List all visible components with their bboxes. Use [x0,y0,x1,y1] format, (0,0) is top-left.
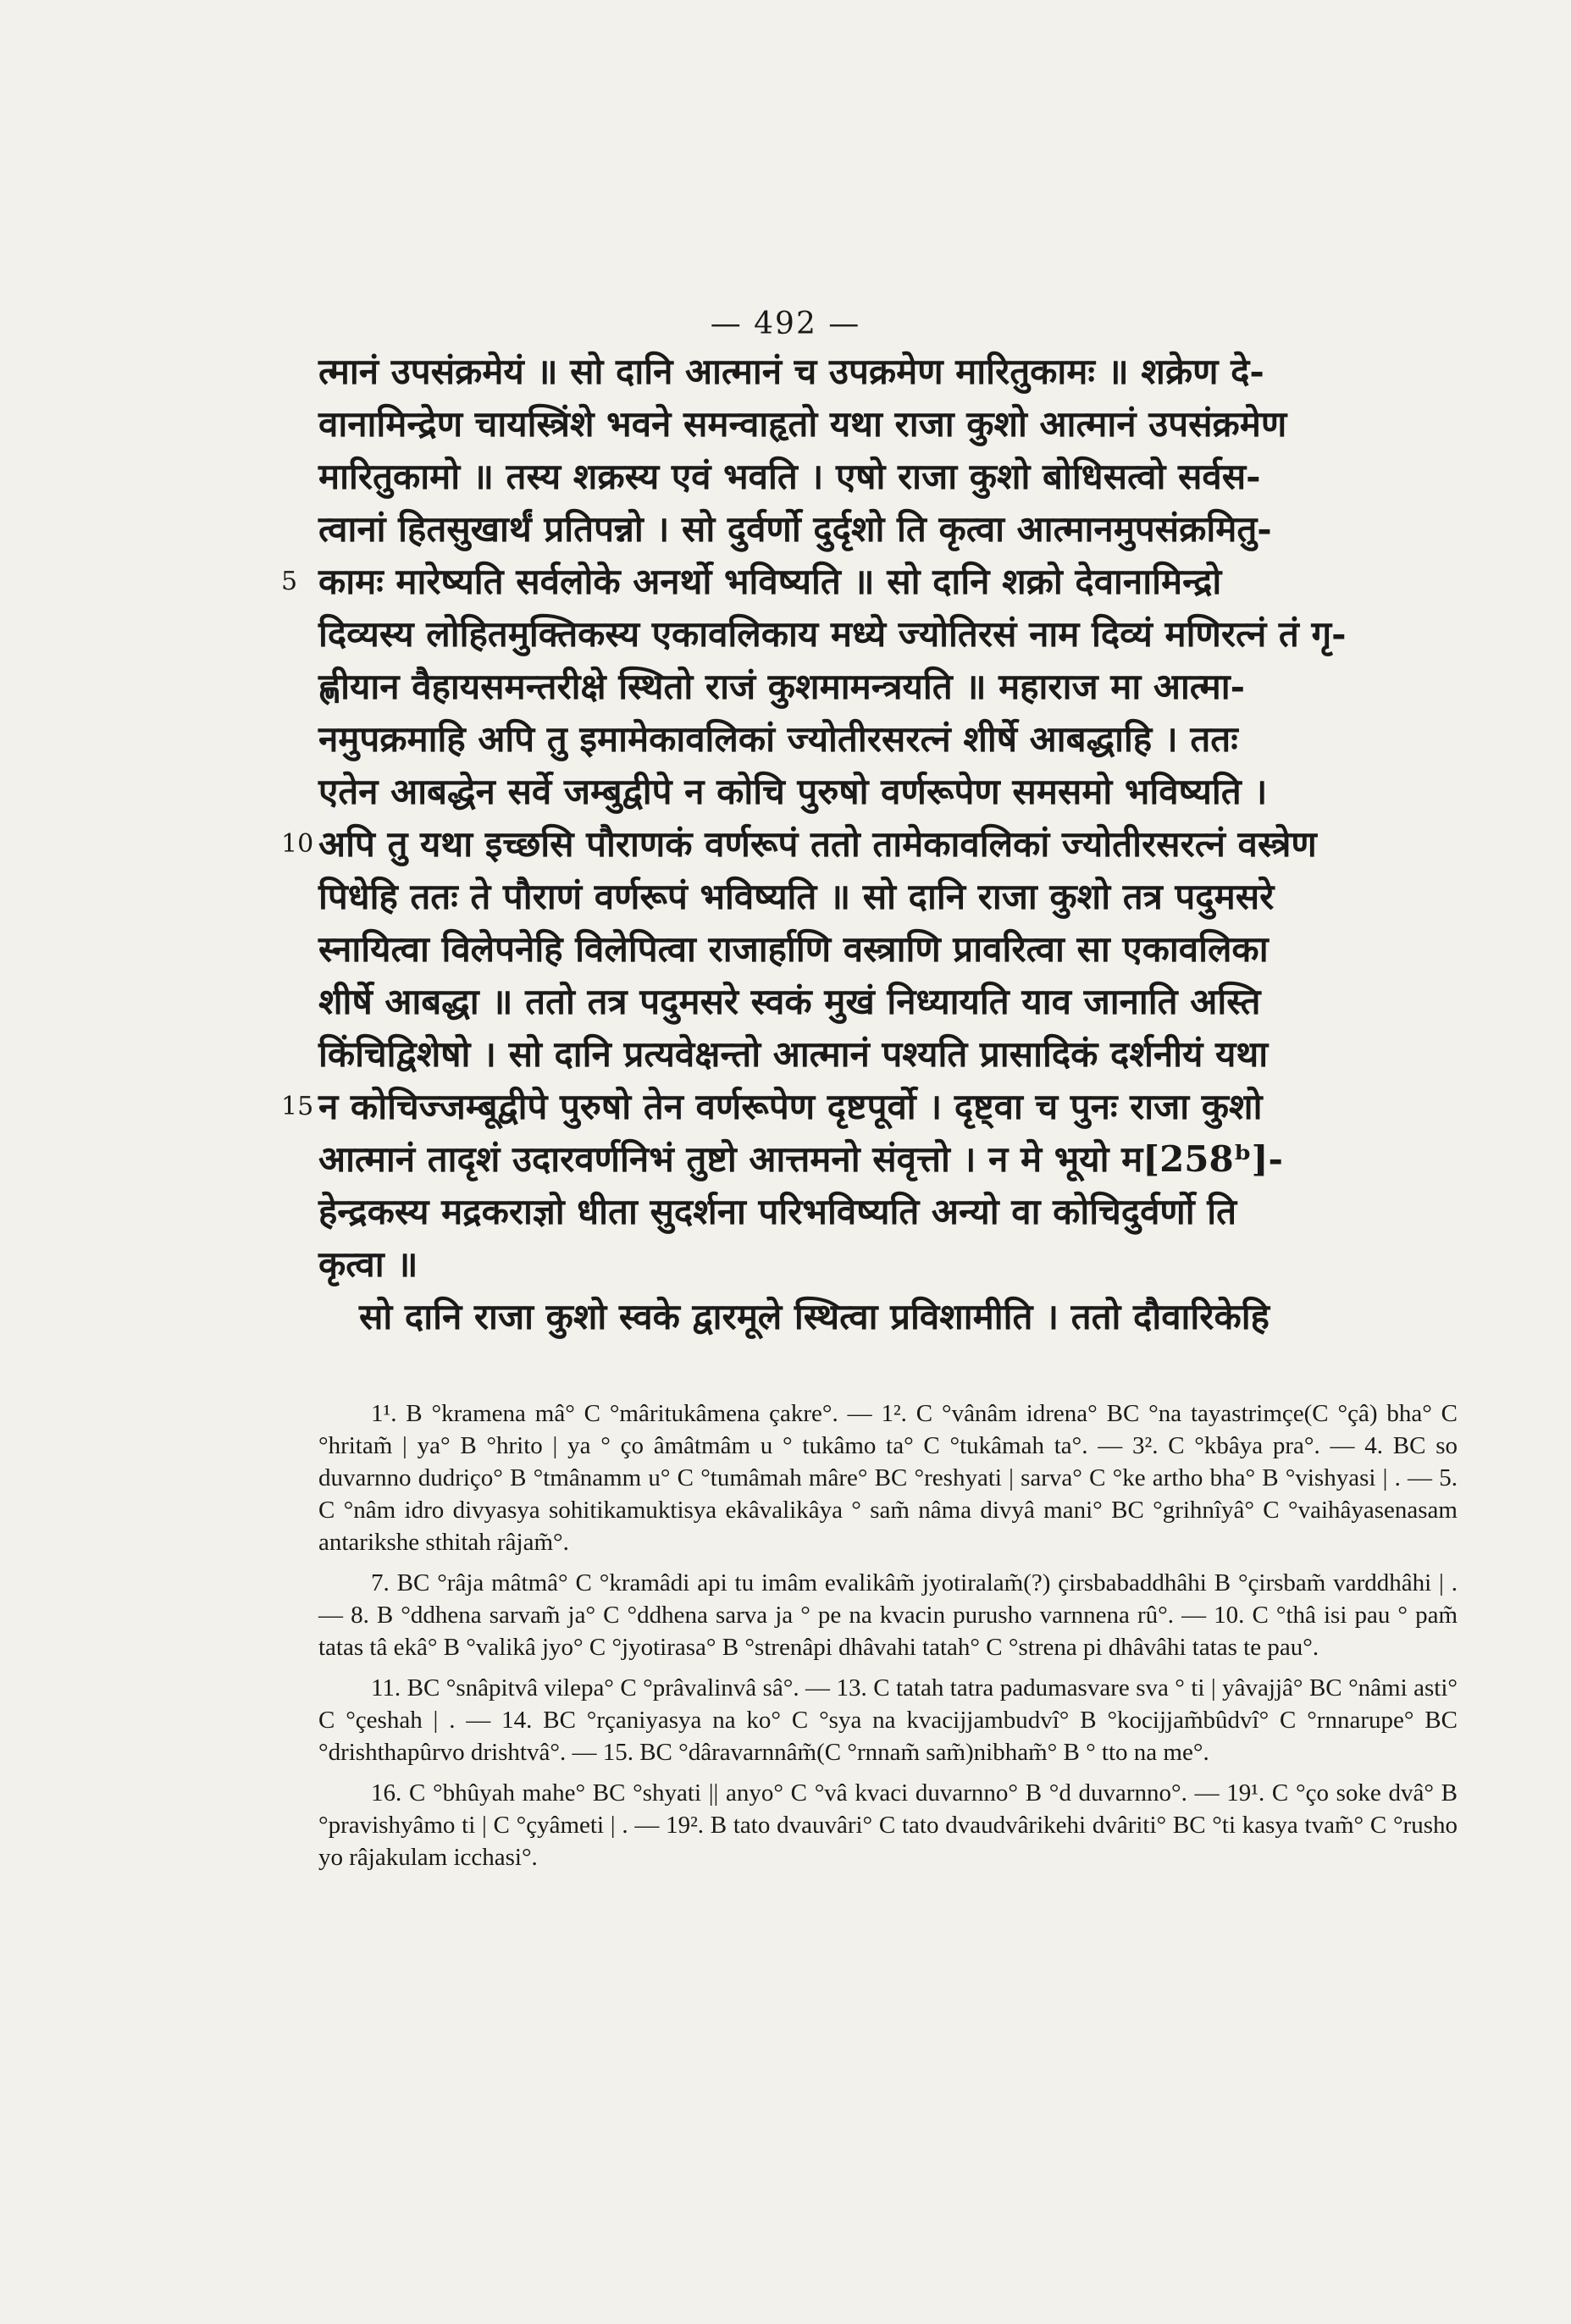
text-line [318,766,1458,818]
text-line [281,556,1458,608]
line-text: कामः मारेष्यति सर्वलोके अनर्थो भविष्यति ॥ सो दानि शक्रो देवानामिन्द्रो [318,561,1222,602]
text-line [318,1028,1458,1081]
footnote-paragraph: 7. BC °râja mâtmâ° C °kramâdi api tu imâm evalikâm̃ jyotiralam̃(?) çirsbabaddhâhi B °çirsbam̃ varddhâhi | .— 8. B °ddhena sarvam̃ ja° C °ddhena sarva ja ° pe na kvacin purusho varnnena rû°. — 10. C °thâ isi pau ° pam̃ tatas tâ ekâ° B °valikâ jyo° C °jyotirasa° B °strenâpi dhâvahi tatah° C °strena pi dhâvâhi tatas te pau°. [318,1569,1458,1661]
footnote-paragraph: 16. C °bhûyah mahe° BC °shyati || anyo° C °vâ kvaci duvarnno° B °d duvarnno°. — 19¹. C °ço soke dvâ° B °pravishyâmo ti | C °çyâmeti | . — 19². B tato dvauvâri° C tato dvaudvârikehi dvâriti° BC °ti kasya tvam̃° C °rusho yo râjakulam icchasi°. [318,1779,1458,1871]
text-line [318,503,1458,556]
line-text: कृत्वा ॥ [318,1243,418,1285]
line-number: 15 [281,1092,314,1121]
line-text: आत्मानं तादृशं उदारवर्णनिभं तुष्टो आत्तमनो संवृत्तो । न मे भूयो म[258ᵇ]- [318,1138,1283,1180]
line-text: सो दानि राजा कुशो स्वके द्वारमूले स्थित्वा प्रविशामीति । ततो दौवारिकेहि [359,1296,1270,1337]
text-line [318,608,1458,661]
line-text: ह्णीयान वैहायसमन्तरीक्षे स्थितो राजं कुशमामन्त्रयति ॥ महाराज मा आत्मा- [318,666,1246,707]
text-line [281,818,1458,871]
line-text: शीर्षे आबद्धा ॥ ततो तत्र पदुमसरे स्वकं मुखं निध्यायति याव जानाति अस्ति [318,981,1261,1022]
text-line [318,1238,1458,1291]
line-text: नमुपक्रमाहि अपि तु इमामेकावलिकां ज्योतीरसरत्नं शीर्षे आबद्धाहि । ततः [318,718,1238,760]
text-line [281,1081,1458,1133]
sanskrit-main-text [281,346,1458,1343]
text-line [318,661,1458,713]
page-number: — 492 — [710,307,861,341]
line-text: मारितुकामो ॥ तस्य शक्रस्य एवं भवति । एषो राजा कुशो बोधिसत्वो सर्वस- [318,456,1261,497]
text-line [318,451,1458,503]
text-line [318,923,1458,976]
line-text: वानामिन्द्रेण चायस्त्रिंशे भवने समन्वाहृतो यथा राजा कुशो आत्मानं उपसंक्रमेण [318,403,1287,445]
text-line [318,1186,1458,1238]
line-text: पिधेहि ततः ते पौराणं वर्णरूपं भविष्यति ॥ सो दानि राजा कुशो तत्र पदुमसरे [318,876,1275,917]
line-text: अपि तु यथा इच्छसि पौराणकं वर्णरूपं ततो तामेकावलिकां ज्योतीरसरत्नं वस्त्रेण [318,823,1317,865]
line-text: किंचिद्विशेषो । सो दानि प्रत्यवेक्षन्तो आत्मानं पश्यति प्रासादिकं दर्शनीयं यथा [318,1033,1269,1075]
line-text: त्मानं उपसंक्रमेयं ॥ सो दानि आत्मानं च उपक्रमेण मारितुकामः ॥ शक्रेण दे- [318,351,1264,392]
footnotes [318,1397,1458,1882]
line-text: स्नायित्वा विलेपनेहि विलेपित्वा राजार्हाणि वस्त्राणि प्रावरित्वा सा एकावलिका [318,928,1269,970]
text-line [318,346,1458,398]
line-text: दिव्यस्य लोहितमुक्तिकस्य एकावलिकाय मध्ये ज्योतिरसं नाम दिव्यं मणिरत्नं तं गृ- [318,613,1347,655]
line-text: एतेन आबद्धेन सर्वे जम्बुद्वीपे न कोचि पुरुषो वर्णरूपेण समसमो भविष्यति । [318,771,1268,812]
text-line [318,976,1458,1028]
text-line [318,871,1458,923]
text-line [318,1133,1458,1186]
line-number: 5 [281,567,298,596]
text-line [318,1291,1458,1343]
footnote-paragraph: 1¹. B °kramena mâ° C °mâritukâmena çakre°. — 1². C °vânâm idrena° BC °na tayastrimçe(C °çâ) bha° C °hritam̃ | ya° B °hrito | ya ° ço âmâtmâm u ° tukâmo ta° C °tukâmah ta°. — 3². C °kbâya pra°. — 4. BC so duvarnno dudriço° B °tmânamm u° C °tumâmah mâre° BC °reshyati | sarva° C °ke artho bha° B °vishyasi | . — 5. C °nâm idro divyasya sohitikamuktisya ekâvalikâya ° sam̃ nâma divyâ mani° BC °grihnîyâ° C °vaihâyasenasam antarikshe sthitah râjam̃°. [318,1400,1458,1556]
footnote-paragraph: 11. BC °snâpitvâ vilepa° C °prâvalinvâ sâ°. — 13. C tatah tatra padumasvare sva ° ti | yâvajjâ° BC °nâmi asti° C °çeshah | . — 14. BC °rçaniyasya na ko° C °sya na kvacijjambudvî° B °kocijjam̃bûdvî° C °rnnarupe° BC °drishthapûrvo drishtvâ°. — 15. BC °dâravarnnâm̃(C °rnnam̃ sam̃)nibham̃° B ° tto na me°. [318,1674,1458,1766]
line-number: 10 [281,829,314,859]
text-line [318,398,1458,451]
line-text: त्वानां हितसुखार्थं प्रतिपन्नो । सो दुर्वर्णो दुर्दृशो ति कृत्वा आत्मानमुपसंक्रमितु- [318,508,1272,550]
line-text: हेन्द्रकस्य मद्रकराज्ञो धीता सुदर्शना परिभविष्यति अन्यो वा कोचिदुर्वर्णो ति [318,1191,1237,1232]
line-text: न कोचिज्जम्बूद्वीपे पुरुषो तेन वर्णरूपेण दृष्टपूर्वो । दृष्ट्वा च पुनः राजा कुशो [318,1086,1263,1127]
text-line [318,713,1458,766]
